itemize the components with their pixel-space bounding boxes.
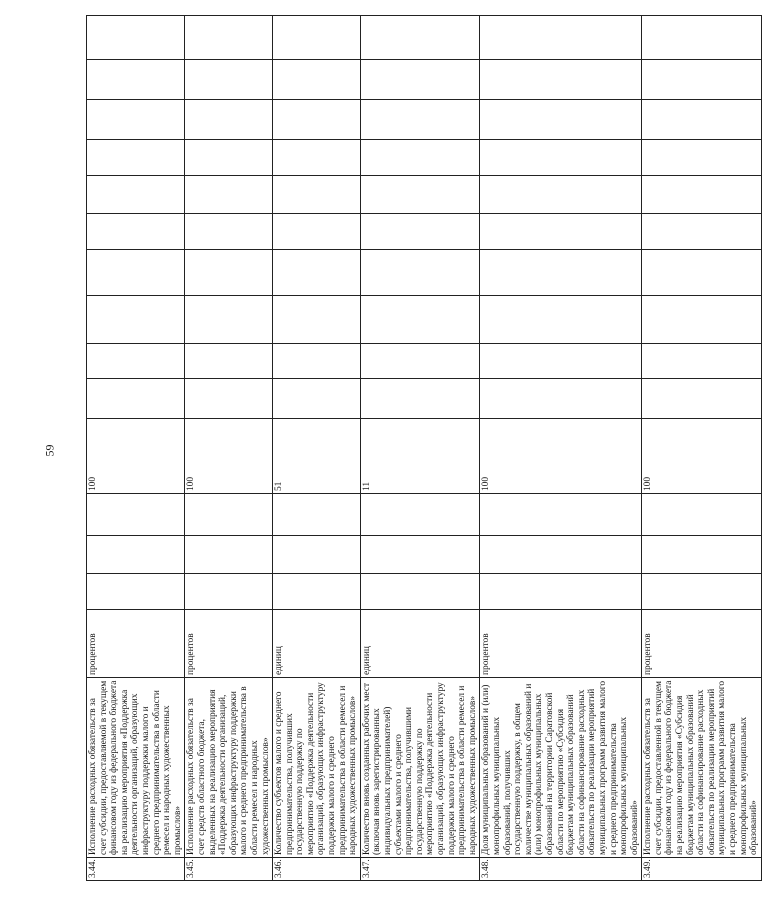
row-number: 3.46.	[273, 858, 361, 881]
empty-cell	[185, 16, 273, 60]
unit-cell: единиц	[273, 610, 361, 678]
empty-cell	[87, 250, 185, 296]
empty-cell	[185, 60, 273, 100]
empty-cell	[273, 574, 361, 610]
indicator-description: Исполнение расходных обязательств за счет средств областного бюджета, выделенных на реализацию мероприятия «Поддержка деятельности организаций, образующих инфраструктуру поддержки малого и среднего предпринимательства в области ремесел и народных художественных промыслов»	[185, 678, 273, 858]
empty-cell	[87, 536, 185, 574]
empty-cell	[87, 214, 185, 250]
value-cell: 100	[185, 419, 273, 494]
empty-cell	[273, 494, 361, 536]
table-row	[273, 16, 361, 881]
empty-cell	[273, 250, 361, 296]
empty-cell	[273, 344, 361, 379]
empty-cell	[480, 100, 642, 140]
empty-cell	[642, 100, 762, 140]
value-cell: 100	[480, 419, 642, 494]
empty-cell	[480, 60, 642, 100]
empty-cell	[87, 494, 185, 536]
empty-cell	[185, 379, 273, 419]
empty-cell	[273, 536, 361, 574]
empty-cell	[360, 379, 480, 419]
row-number: 3.45.	[185, 858, 273, 881]
empty-cell	[87, 140, 185, 176]
empty-cell	[480, 250, 642, 296]
empty-cell	[185, 344, 273, 379]
empty-cell	[273, 100, 361, 140]
empty-cell	[185, 296, 273, 344]
row-number: 3.44.	[87, 858, 185, 881]
empty-cell	[360, 250, 480, 296]
empty-cell	[480, 140, 642, 176]
row-number: 3.49.	[642, 858, 762, 881]
empty-cell	[642, 344, 762, 379]
empty-cell	[185, 250, 273, 296]
indicator-description: Количество вновь созданных рабочих мест (включая вновь зарегистрированных индивидуальных предпринимателей) субъектами малого и среднего предпринимательства, получившими государственную поддержку по мероприятию «Поддержка деятельности организаций, образующих инфраструктуру поддержки малого и среднего предпринимательства в области ремесел и народных художественных промыслов»	[360, 678, 480, 858]
empty-cell	[480, 344, 642, 379]
empty-cell	[642, 296, 762, 344]
table-frame	[86, 36, 760, 881]
value-cell: 51	[273, 419, 361, 494]
empty-cell	[360, 344, 480, 379]
empty-cell	[480, 176, 642, 214]
value-cell: 11	[360, 419, 480, 494]
empty-cell	[642, 214, 762, 250]
empty-cell	[273, 60, 361, 100]
empty-cell	[642, 494, 762, 536]
empty-cell	[185, 536, 273, 574]
empty-cell	[185, 494, 273, 536]
empty-cell	[360, 60, 480, 100]
empty-cell	[360, 176, 480, 214]
empty-cell	[273, 176, 361, 214]
table-row	[642, 16, 762, 881]
empty-cell	[273, 214, 361, 250]
empty-cell	[642, 536, 762, 574]
empty-cell	[87, 16, 185, 60]
empty-cell	[642, 250, 762, 296]
empty-cell	[360, 140, 480, 176]
empty-cell	[480, 214, 642, 250]
unit-cell: процентов	[87, 610, 185, 678]
empty-cell	[185, 574, 273, 610]
empty-cell	[642, 176, 762, 214]
empty-cell	[642, 574, 762, 610]
empty-cell	[273, 140, 361, 176]
indicator-description: Количество субъектов малого и среднего предпринимательства, получивших государственную поддержку по мероприятию «Поддержка деятельности организаций, образующих инфраструктуру поддержки малого и среднего предпринимательства в области ремесел и народных художественных промыслов»	[273, 678, 361, 858]
empty-cell	[642, 140, 762, 176]
empty-cell	[360, 494, 480, 536]
table-row	[87, 16, 185, 881]
empty-cell	[87, 574, 185, 610]
empty-cell	[480, 574, 642, 610]
empty-cell	[87, 100, 185, 140]
row-number: 3.48.	[480, 858, 642, 881]
empty-cell	[360, 536, 480, 574]
value-cell: 100	[87, 419, 185, 494]
empty-cell	[642, 379, 762, 419]
empty-cell	[185, 100, 273, 140]
empty-cell	[273, 379, 361, 419]
empty-cell	[480, 296, 642, 344]
empty-cell	[642, 60, 762, 100]
indicator-description: Доля муниципальных образований и (или) монопрофильных муниципальных образований, получивших государственную поддержку, в общем количестве муниципальных образований и (или) монопрофильных муниципальных образований на территории Саратовской области по мероприятию «Субсидия бюджетам муниципальных образований области на софинансирование расходных обязательств по реализации мероприятий муниципальных программ развития малого и среднего предпринимательства монопрофильных муниципальных образований»	[480, 678, 642, 858]
unit-cell: процентов	[185, 610, 273, 678]
unit-cell: единиц	[360, 610, 480, 678]
empty-cell	[480, 16, 642, 60]
empty-cell	[360, 214, 480, 250]
empty-cell	[185, 214, 273, 250]
rotated-table-container	[86, 36, 760, 881]
empty-cell	[360, 574, 480, 610]
page-number: 59	[42, 444, 57, 457]
empty-cell	[87, 60, 185, 100]
empty-cell	[185, 140, 273, 176]
empty-cell	[273, 296, 361, 344]
empty-cell	[480, 379, 642, 419]
empty-cell	[360, 16, 480, 60]
empty-cell	[87, 344, 185, 379]
empty-cell	[480, 536, 642, 574]
empty-cell	[480, 494, 642, 536]
indicators-table	[86, 15, 762, 881]
indicator-description: Исполнение расходных обязательств за счет субсидии, предоставленной в текущем финансовом году из федерального бюджета на реализацию мероприятия «Субсидия бюджетам муниципальных образований области на софинансирование расходных обязательств по реализации мероприятий муниципальных программ развития малого и среднего предпринимательства монопрофильных муниципальных образований»	[642, 678, 762, 858]
table-row	[185, 16, 273, 881]
empty-cell	[360, 296, 480, 344]
table-row	[360, 16, 480, 881]
empty-cell	[87, 379, 185, 419]
empty-cell	[273, 16, 361, 60]
unit-cell: процентов	[642, 610, 762, 678]
table-row	[480, 16, 642, 881]
indicator-description: Исполнение расходных обязательств за счет субсидии, предоставляемой в текущем финансовом году из федерального бюджета на реализацию мероприятия «Поддержка деятельности организаций, образующих инфраструктуру поддержки малого и среднего предпринимательства в области ремесел и народных художественных промыслов»	[87, 678, 185, 858]
row-number: 3.47.	[360, 858, 480, 881]
empty-cell	[642, 16, 762, 60]
empty-cell	[185, 176, 273, 214]
value-cell: 100	[642, 419, 762, 494]
empty-cell	[87, 176, 185, 214]
unit-cell: процентов	[480, 610, 642, 678]
empty-cell	[360, 100, 480, 140]
empty-cell	[87, 296, 185, 344]
